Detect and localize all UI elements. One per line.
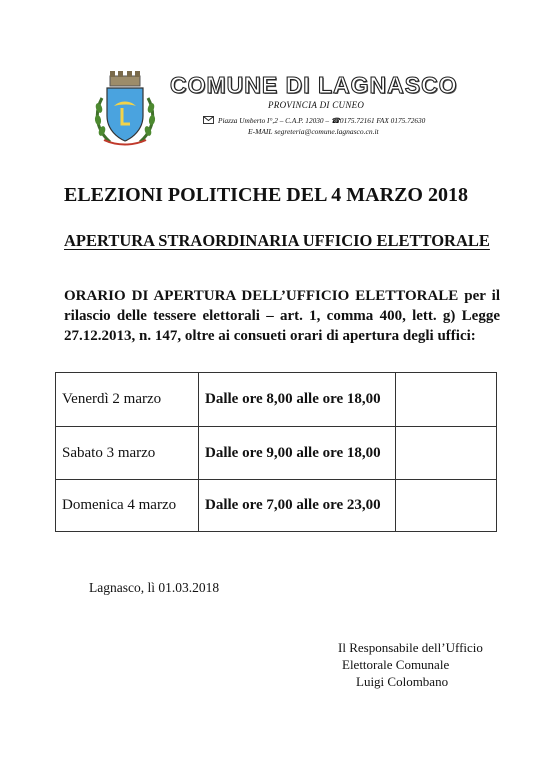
- page-subtitle: APERTURA STRAORDINARIA UFFICIO ELETTORALE: [64, 231, 490, 250]
- email-line: E-MAIL segreteria@comune.lagnasco.cn.it: [248, 127, 379, 136]
- signature-line: Elettorale Comunale: [342, 657, 450, 672]
- hours-cell: Dalle ore 9,00 alle ore 18,00: [199, 427, 396, 480]
- hours-cell: Dalle ore 8,00 alle ore 18,00: [199, 373, 396, 427]
- intro-paragraph: ORARIO DI APERTURA DELL’UFFICIO ELETTORALE per il rilascio delle tessere elettorali – art. 1, comma 400, lett. g) Legge 27.12.2013, n. 147, oltre ai consueti orari di apertura degli uffici:: [64, 288, 500, 344]
- empty-cell: [396, 427, 497, 480]
- table-row: [56, 427, 497, 480]
- day-cell: Domenica 4 marzo: [56, 480, 199, 532]
- municipal-crest-icon: [92, 68, 158, 148]
- empty-cell: [396, 373, 497, 427]
- hours-cell: Dalle ore 7,00 alle ore 23,00: [199, 480, 396, 532]
- signature-line: Il Responsabile dell’Ufficio: [338, 640, 483, 655]
- municipality-name: COMUNE DI LAGNASCO: [170, 72, 458, 98]
- table-row: [56, 480, 497, 532]
- envelope-icon: [203, 116, 214, 124]
- empty-cell: [396, 480, 497, 532]
- page-title: ELEZIONI POLITICHE DEL 4 MARZO 2018: [64, 184, 468, 206]
- signature-block: [338, 639, 483, 690]
- day-cell: Venerdì 2 marzo: [56, 373, 199, 427]
- address-line: Piazza Umberto I°,2 – C.A.P. 12030 – ☎0175.72161 FAX 0175.72630: [218, 116, 426, 125]
- place-date: Lagnasco, lì 01.03.2018: [89, 580, 220, 595]
- table-row: [56, 373, 497, 427]
- schedule-table: [55, 372, 497, 532]
- signer-name: Luigi Colombano: [356, 674, 449, 689]
- province-name: PROVINCIA DI CUNEO: [268, 100, 365, 110]
- day-cell: Sabato 3 marzo: [56, 427, 199, 480]
